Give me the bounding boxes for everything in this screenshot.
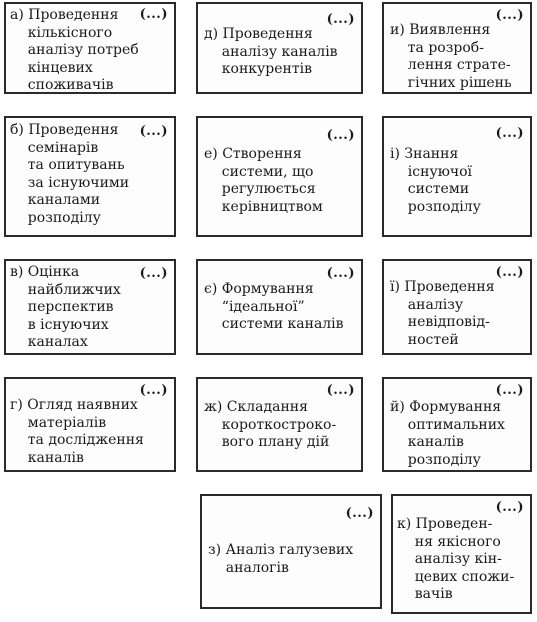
card-k-placeholder: (...)	[495, 500, 524, 515]
card-zh-text: ж) Складання короткостроко- вого плану дій	[204, 399, 337, 450]
card-z	[200, 494, 382, 609]
card-h-text: г) Огляд наявних матеріалів та дослідження каналів	[10, 397, 144, 466]
card-ye	[196, 259, 363, 355]
card-e-text: е) Створення системи, що регулюється керівництвом	[204, 146, 323, 215]
card-e-placeholder: (...)	[326, 128, 355, 143]
card-h-placeholder: (...)	[139, 383, 168, 398]
card-a	[4, 2, 176, 94]
card-y-text: и) Виявлення та розроб- лення страте- гічних рішень	[390, 22, 512, 91]
card-h	[4, 377, 176, 472]
card-a-text: а) Проведення кількісного аналізу потреб кінцевих споживачів	[10, 7, 139, 93]
card-yy-placeholder: (...)	[495, 383, 524, 398]
card-i	[382, 116, 532, 237]
card-i-text: і) Знання існуючої системи розподілу	[390, 146, 481, 215]
card-d	[196, 2, 363, 94]
card-yy	[382, 377, 532, 472]
card-zh-placeholder: (...)	[326, 383, 355, 398]
card-y	[382, 2, 532, 94]
card-yy-text: й) Формування оптимальних каналів розподілу	[390, 399, 505, 468]
card-i-placeholder: (...)	[495, 126, 524, 141]
card-yi-text: ї) Проведення аналізу невідповід- ностей	[390, 279, 495, 348]
card-v	[4, 259, 176, 355]
card-zh	[196, 377, 363, 472]
card-z-text: з) Аналіз галузевих аналогів	[208, 542, 354, 576]
card-yi-placeholder: (...)	[495, 265, 524, 280]
card-y-placeholder: (...)	[495, 8, 524, 23]
card-b-placeholder: (...)	[139, 124, 168, 139]
card-v-text: в) Оцінка найближчих перспектив в існуючих каналах	[10, 264, 121, 350]
card-a-placeholder: (...)	[139, 7, 168, 22]
card-k-text: к) Проведен- ня якісного аналізу кін- цевих спожи- вачів	[397, 516, 515, 602]
card-e	[196, 116, 363, 237]
card-b	[4, 116, 176, 237]
card-d-placeholder: (...)	[326, 12, 355, 27]
card-ye-placeholder: (...)	[326, 266, 355, 281]
card-b-text: б) Проведення семінарів та опитувань за існуючими каналами розподілу	[10, 122, 130, 226]
card-yi	[382, 259, 532, 355]
card-z-placeholder: (...)	[345, 506, 374, 521]
card-ye-text: є) Формування “ідеальної” системи каналів	[204, 281, 344, 332]
card-d-text: д) Проведення аналізу каналів конкурентів	[204, 26, 338, 77]
card-k	[391, 494, 532, 614]
card-v-placeholder: (...)	[139, 266, 168, 281]
